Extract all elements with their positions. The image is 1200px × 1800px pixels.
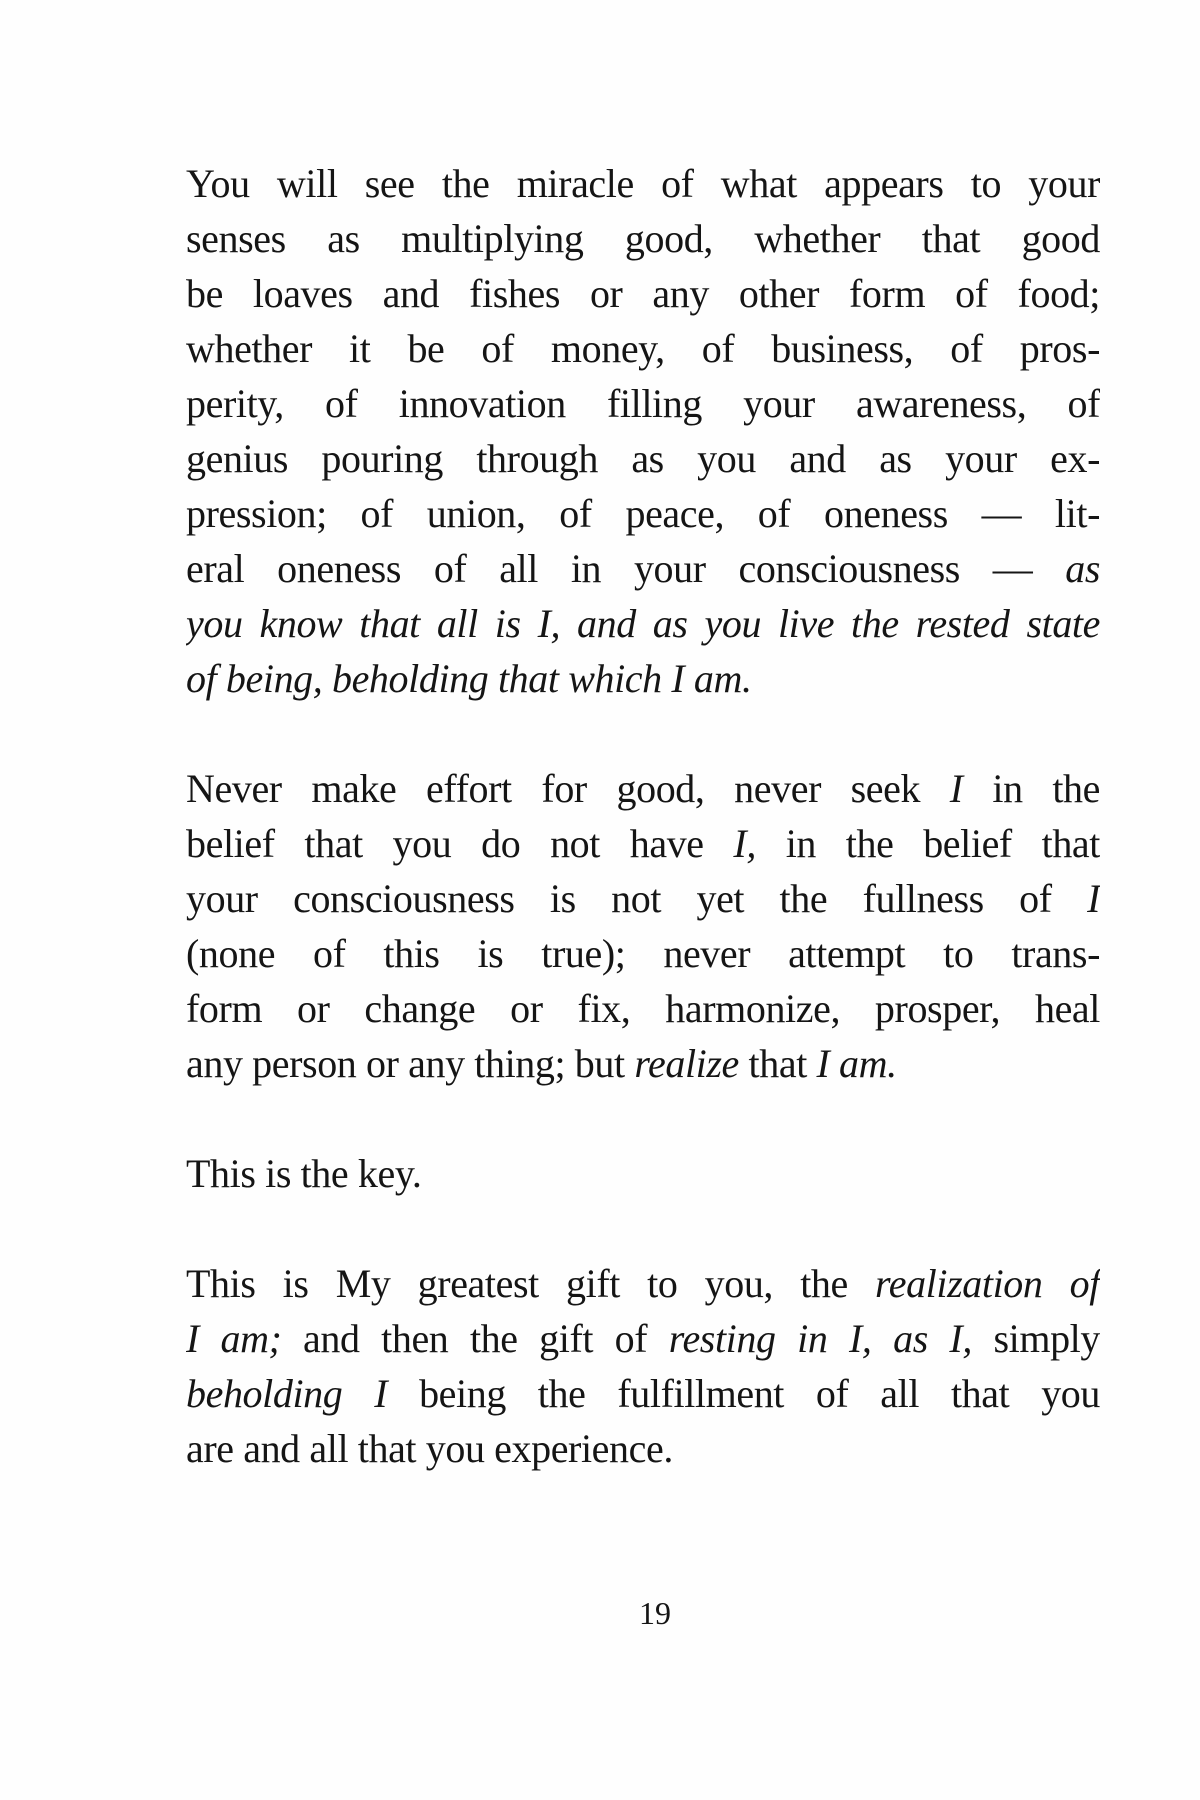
text-segment: form or change or fix, harmonize, prosper, heal [186, 986, 1100, 1031]
text-segment: You will see the miracle of what appears to your [186, 161, 1100, 206]
text-segment: This is My greatest gift to you, the [186, 1261, 876, 1306]
text-segment: your consciousness is not yet the fullness of [186, 876, 1088, 921]
text-line [186, 1311, 1100, 1366]
text-line [186, 816, 1100, 871]
paragraph [186, 1256, 1100, 1476]
text-line [186, 376, 1100, 431]
text-line [186, 1146, 1100, 1201]
text-line [186, 981, 1100, 1036]
page-number: 19 [639, 1595, 671, 1631]
text-line [186, 871, 1100, 926]
text-segment: and then the gift of [281, 1316, 669, 1361]
text-segment: belief that you do not have [186, 821, 734, 866]
text-line [186, 926, 1100, 981]
text-segment: (none of this is true); never attempt to trans- [186, 931, 1100, 976]
text-segment: genius pouring through as you and as your ex- [186, 436, 1100, 481]
paragraph [186, 156, 1100, 706]
italic-text-segment: you know that all is I, and as you live the rested state [186, 601, 1100, 646]
text-line [186, 596, 1100, 651]
text-line [186, 541, 1100, 596]
paragraph [186, 1146, 1100, 1201]
text-segment: in the belief that [755, 821, 1100, 866]
text-line [186, 486, 1100, 541]
text-segment: Never make effort for good, never seek [186, 766, 950, 811]
text-segment: pression; of union, of peace, of oneness — lit- [186, 491, 1100, 536]
text-line [186, 156, 1100, 211]
text-line [186, 1366, 1100, 1421]
italic-text-segment: as [1065, 546, 1100, 591]
paragraph [186, 761, 1100, 1091]
italic-text-segment: realization of [875, 1261, 1100, 1306]
text-segment: any person or any thing; but [186, 1041, 635, 1086]
italic-text-segment: of being, beholding that which I am. [186, 656, 752, 701]
text-line [186, 1256, 1100, 1311]
italic-text-segment: I [949, 766, 963, 811]
text-line [186, 431, 1100, 486]
text-line [186, 266, 1100, 321]
italic-text-segment: beholding I [186, 1371, 388, 1416]
italic-text-segment: I, [733, 821, 756, 866]
text-segment: being the fulfillment of all that you [387, 1371, 1100, 1416]
text-line [186, 1036, 1100, 1091]
text-segment: that [738, 1041, 817, 1086]
text-segment: whether it be of money, of business, of pros- [186, 326, 1100, 371]
italic-text-segment: resting in I, as I, [668, 1316, 972, 1361]
text-block [186, 156, 1100, 1531]
text-line [186, 321, 1100, 376]
text-line [186, 761, 1100, 816]
text-line [186, 211, 1100, 266]
text-line [186, 1421, 1100, 1476]
text-segment: eral oneness of all in your consciousness — [186, 546, 1066, 591]
text-line [186, 651, 1100, 706]
text-segment: simply [971, 1316, 1100, 1361]
text-segment: senses as multiplying good, whether that good [186, 216, 1100, 261]
text-segment: are and all that you experience. [186, 1426, 673, 1471]
text-segment: perity, of innovation filling your awareness, of [186, 381, 1100, 426]
italic-text-segment: realize [634, 1041, 739, 1086]
italic-text-segment: I am; [186, 1316, 282, 1361]
text-segment: be loaves and fishes or any other form of food; [186, 271, 1100, 316]
italic-text-segment: I [1087, 876, 1100, 921]
text-segment: in the [962, 766, 1100, 811]
italic-text-segment: I am. [816, 1041, 897, 1086]
text-segment: This is the key. [186, 1151, 422, 1196]
